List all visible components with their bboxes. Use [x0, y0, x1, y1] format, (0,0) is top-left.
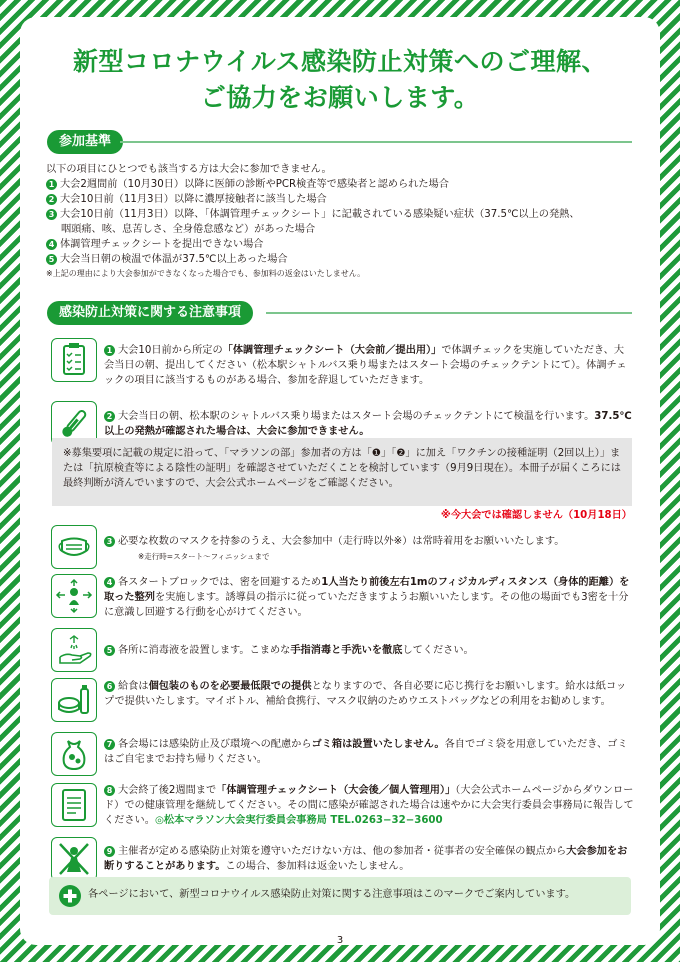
- checksheet-icon: [51, 338, 97, 382]
- criteria-note: ※上記の理由により大会参加ができなくなった場合でも、参加料の返金はいたしません。: [46, 269, 366, 278]
- footer-note: 各ページにおいて、新型コロナウイルス感染防止対策に関する注意事項はこのマークでご案内しています。: [88, 889, 576, 900]
- section-header-criteria: 参加基準: [47, 130, 123, 154]
- page-title: [20, 44, 660, 116]
- medical-cross-icon: [59, 885, 81, 907]
- section-divider: [266, 312, 632, 314]
- criteria-item-1: 1 大会2週間前（10月30日）以降に医師の診断やPCR検査等で感染者と認められた場合: [46, 177, 636, 192]
- page-number: 3: [336, 935, 344, 945]
- title-line-2: ご協力をお願いします。: [200, 83, 480, 112]
- measure-item-3-note: ※走行時=スタート〜フィニッシュまで: [138, 552, 270, 561]
- measure-item-4: 4 各スタートブロックでは、密を回避するため1人当たり前後左右1mのフィジカルディスタンス（身体的距離）を取った整列を実施します。誘導員の指示に従っていただきますようお願いいたします。その他の場面でも3密を十分に意識し回避する行動を心がけてください。: [104, 577, 630, 618]
- criteria-item-3-cont: 咽頭痛、咳、息苦しさ、全身倦怠感など）があった場合: [61, 224, 316, 235]
- vaccine-notice-text: ※募集要項に記載の規定に沿って、「マラソンの部」参加者の方は「❶」「❷」に加え「ワクチンの接種証明（2回以上）」または「抗原検査等による陰性の証明」を確認させていただくことを検討しています（9月9日現在）。本冊子が届くころには最終判断が済んでいますので、大会公式ホームページをご確認ください。: [63, 448, 621, 489]
- distance-icon: [51, 574, 97, 618]
- criteria-item-3: 3 大会10日前（11月3日）以降、「体調管理チェックシート」に記載されている感染疑い症状（37.5℃以上の発熱、: [46, 207, 636, 222]
- measure-item-7: 7 各会場には感染防止及び環境への配慮からゴミ箱は設置いたしません。各自でゴミ袋を用意していただき、ゴミはご自宅までお持ち帰りください。: [104, 739, 628, 765]
- page-card: [20, 17, 660, 945]
- section-divider: [120, 141, 632, 143]
- notice-red-text: ※今大会では確認しません（10月18日）: [440, 510, 632, 521]
- measure-item-6: 6 給食は個包装のものを必要最低限での提供となりますので、各自必要に応じ携行をお願いします。給水は紙コップで提供いたします。マイボトル、補給食携行、マスク収納のためウエストバッグなどの利用をお勧めします。: [104, 681, 627, 707]
- title-line-1: 新型コロナウイルス感染防止対策へのご理解、: [72, 47, 607, 76]
- refusal-icon: [51, 837, 97, 881]
- section-header-measures: 感染防止対策に関する注意事項: [47, 301, 253, 325]
- health-sheet-icon: [51, 783, 97, 827]
- criteria-intro: 以下の項目にひとつでも該当する方は大会に参加できません。: [46, 164, 332, 175]
- criteria-item-2: 2 大会10日前（11月3日）以降に濃厚接触者に該当した場合: [46, 192, 636, 207]
- measure-item-5: 5 各所に消毒液を設置します。こまめな手指消毒と手洗いを徹底してください。: [104, 643, 634, 658]
- measure-item-3: 3 必要な枚数のマスクを持参のうえ、大会参加中（走行時以外※）は常時着用をお願いいたします。: [104, 534, 634, 549]
- criteria-item-5: 5 大会当日朝の検温で体温が37.5℃以上あった場合: [46, 252, 636, 267]
- measure-item-9: 9 主催者が定める感染防止対策を遵守いただけない方は、他の参加者・従事者の安全確保の観点から大会参加をお断りすることがあります。この場合、参加料は返金いたしません。: [104, 846, 628, 872]
- measure-item-2: 2 大会当日の朝、松本駅のシャトルバス乗り場またはスタート会場のチェックテントにて検温を行います。37.5℃以上の発熱が確認された場合は、大会に参加できません。: [104, 411, 632, 437]
- food-container-icon: [51, 678, 97, 722]
- trash-bag-icon: [51, 732, 97, 776]
- hand-sanitizer-icon: [51, 628, 97, 672]
- criteria-list: [46, 162, 636, 280]
- measure-item-8: 8 大会終了後2週間まで「体調管理チェックシート（大会後／個人管理用）」（大会公式ホームページからダウンロード）での健康管理を継続してください。その間に感染が確認された場合は速やかに大会実行委員会事務局に報告してください。◎松本マラソン大会実行委員会事務局 TEL.0263−32−3600: [104, 785, 634, 826]
- mask-icon: [51, 525, 97, 569]
- measure-item-1: 1 大会10日前から所定の「体調管理チェックシート（大会前／提出用）」で体調チェックを実施していただき、大会当日の朝、提出してください（松本駅シャトルバス乗り場またはスタート会場のチェックテントにて）。体調チェックの項目に該当するものがある場合、参加を辞退していただきます。: [104, 345, 627, 386]
- criteria-item-4: 4 体調管理チェックシートを提出できない場合: [46, 237, 636, 252]
